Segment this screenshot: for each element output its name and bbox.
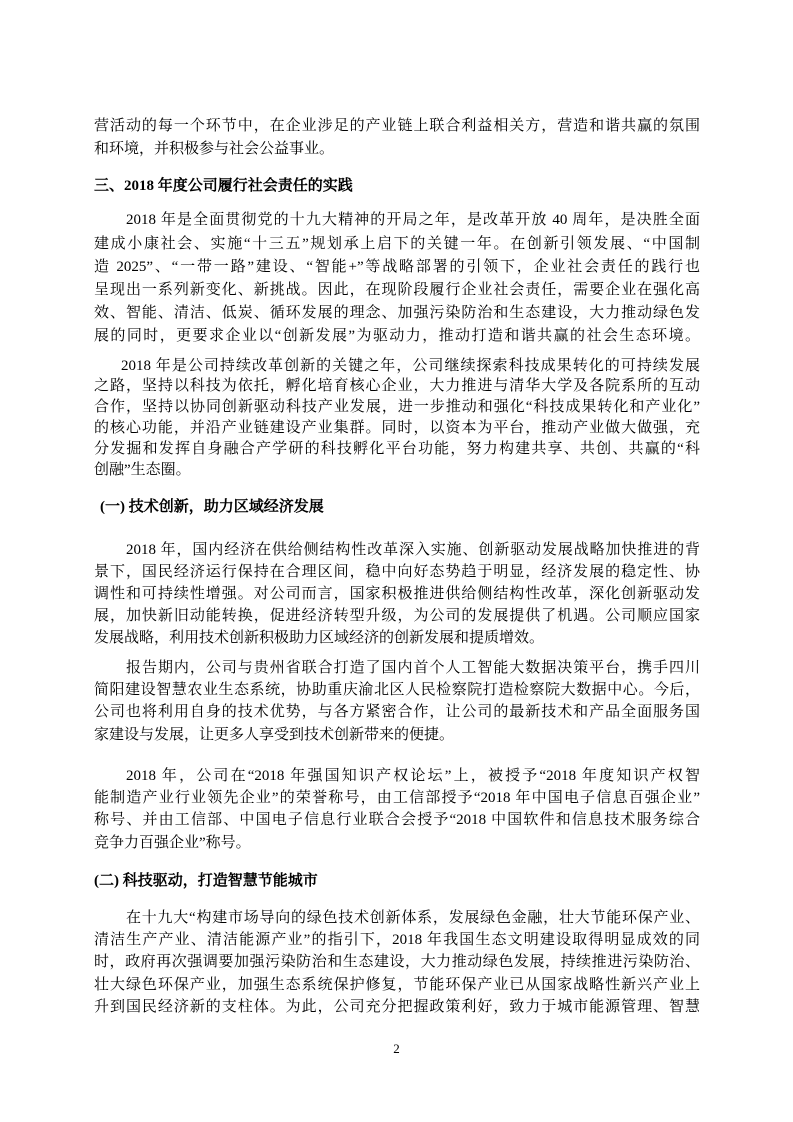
paragraph-line: 呈现出一系列新变化、新挑战。因此，在现阶段履行企业社会责任，需要企业在强化高 xyxy=(94,282,700,298)
paragraph-line: 在十九大“构建市场导向的绿色技术创新体系，发展绿色金融，壮大节能环保产业、 xyxy=(126,909,700,926)
paragraph-line: 造 2025”、“一带一路”建设、“智能+”等战略部署的引领下，企业社会责任的践行也 xyxy=(94,258,700,275)
paragraph-line: 效、智能、清洁、低炭、循环发展的理念、加强污染防治和生态建设，大力推动绿色发 xyxy=(94,305,700,322)
paragraph-line: 2018 年是全面贯彻党的十九大精神的开局之年，是改革开放 40 周年，是决胜全面 xyxy=(126,212,700,229)
paragraph-line: 壮大绿色环保产业，加强生态系统保护修复，节能环保产业已从国家战略性新兴产业上 xyxy=(94,976,700,993)
paragraph-line: 的核心功能，并沿产业链建设产业集群。同时，以资本为平台，推动产业做大做强，充 xyxy=(94,419,700,436)
paragraph-line: 和环境，并积极参与社会公益事业。 xyxy=(94,140,335,157)
paragraph-line: 清洁生产产业、清洁能源产业”的指引下，2018 年我国生态文明建设取得明显成效的同 xyxy=(94,932,700,949)
paragraph xyxy=(94,657,700,746)
subsection-heading: (二) 科技驱动，打造智慧节能城市 xyxy=(94,872,318,889)
paragraph-line: 建成小康社会、实施“十三五”规划承上启下的关键一年。在创新引领发展、“中国制 xyxy=(94,235,700,252)
paragraph-line: 营活动的每一个环节中，在企业涉足的产业链上联合利益相关方，营造和谐共赢的氛围 xyxy=(94,117,700,134)
paragraph xyxy=(94,765,700,854)
paragraph-line: 合作，坚持以协同创新驱动科技产业发展，进一步推动和强化“科技成果转化和产业化” xyxy=(94,399,700,416)
paragraph-line: 升到国民经济新的支柱体。为此，公司充分把握政策利好，致力于城市能源管理、智慧 xyxy=(94,998,700,1015)
paragraph-line: 之路，坚持以科技为依托，孵化培育核心企业，大力推进与清华大学及各院系所的互动 xyxy=(94,378,700,395)
paragraph-line: 称号、并由工信部、中国电子信息行业联合会授予“2018 中国软件和信息技术服务综合 xyxy=(94,812,700,829)
subsection-heading: (一) 技术创新，助力区域经济发展 xyxy=(100,498,324,515)
paragraph-line: 能制造产业行业领先企业”的荣誉称号，由工信部授予“2018 年中国电子信息百强企业” xyxy=(94,790,700,807)
paragraph-line: 公司也将利用自身的技术优势，与各方紧密合作，让公司的最新技术和产品全面服务国 xyxy=(94,704,700,721)
paragraph-line: 分发掘和发挥自身融合产学研的科技孵化平台功能，努力构建共享、共创、共赢的“科 xyxy=(94,440,700,457)
paragraph-line: 发展战略，利用技术创新积极助力区域经济的创新发展和提质增效。 xyxy=(94,630,545,646)
paragraph xyxy=(94,539,700,649)
paragraph xyxy=(94,209,700,348)
paragraph-line: 报告期内，公司与贵州省联合打造了国内首个人工智能大数据决策平台，携手四川 xyxy=(126,659,700,676)
paragraph xyxy=(94,356,700,481)
section-heading: 三、2018 年度公司履行社会责任的实践 xyxy=(94,177,353,194)
paragraph-line: 2018 年是公司持续改革创新的关键之年，公司继续探索科技成果转化的可持续发展 xyxy=(121,357,700,374)
paragraph-line: 简阳建设智慧农业生态系统，协助重庆渝北区人民检察院打造检察院大数据中心。今后， xyxy=(94,682,700,699)
paragraph-line: 时，政府再次强调要加强污染防治和生态建设，大力推动绿色发展，持续推进污染防治、 xyxy=(94,954,700,971)
paragraph-line: 调性和可持续性增强。对公司而言，国家积极推进供给侧结构性改革，深化创新驱动发 xyxy=(94,586,700,602)
paragraph-line: 2018 年，公司在“2018 年强国知识产权论坛”上，被授予“2018 年度知识产权智 xyxy=(126,767,700,784)
page-number: 2 xyxy=(393,1041,400,1056)
paragraph-line: 展，加快新旧动能转换，促进经济转型升级，为公司的发展提供了机遇。公司顺应国家 xyxy=(94,608,700,624)
continuation-paragraph xyxy=(94,115,700,161)
paragraph xyxy=(94,907,700,1018)
paragraph-line: 创融”生态圈。 xyxy=(94,461,191,478)
paragraph-line: 家建设与发展，让更多人享受到技术创新带来的便捷。 xyxy=(94,726,455,743)
paragraph-line: 景下，国民经济运行保持在合理区间，稳中向好态势趋于明显，经济发展的稳定性、协 xyxy=(94,564,700,580)
paragraph-line: 展的同时，更要求企业以“创新发展”为驱动力，推动打造和谐共赢的社会生态环境。 xyxy=(94,328,700,345)
paragraph-line: 竞争力百强企业”称号。 xyxy=(94,834,251,851)
paragraph-line: 2018 年，国内经济在供给侧结构性改革深入实施、创新驱动发展战略加快推进的背 xyxy=(126,542,700,558)
